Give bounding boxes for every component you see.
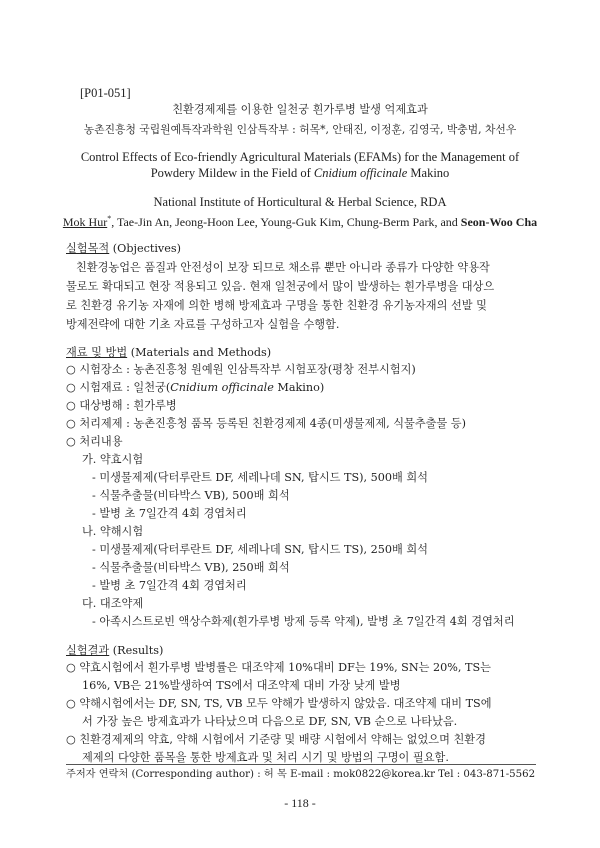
objectives-line: 친환경농업은 품질과 안전성이 보장 되므로 채소류 뿐만 아니라 종류가 다양한 약용작 — [76, 261, 490, 274]
objectives-heading: 실험목적 (Objectives) — [66, 242, 181, 255]
methods-line: - 식물추출물(비타박스 VB), 250배 희석 — [92, 561, 290, 574]
title-english-line2: Powdery Mildew in the Field of Cnidium officinale Makino — [150, 166, 450, 180]
methods-line: ○ 처리내용 — [66, 435, 123, 448]
results-line: ○ 약효시험에서 흰가루병 발병률은 대조약제 10%대비 DF는 19%, SN는 20%, TS는 — [66, 661, 491, 674]
corresponding-author: 주저자 연락처 (Corresponding author) : 허 목 E-mail : mok0822@korea.kr Tel : 043-871-5562 — [66, 769, 536, 780]
abstract-code: [P01-051] — [80, 86, 131, 100]
methods-line: - 식물추출물(비타박스 VB), 500배 희석 — [92, 489, 290, 502]
results-line: 16%, VB은 21%발생하여 TS에서 대조약제 대비 가장 낮게 발병 — [82, 679, 401, 692]
objectives-line: 로 친환경 유기농 자재에 의한 병해 방제효과 구명을 통한 친환경 유기농자재의 선발 및 — [66, 299, 487, 312]
methods-line: ○ 처리제제 : 농촌진흥청 품목 등록된 친환경제제 4종(미생물제제, 식물추출물 등) — [66, 417, 466, 430]
methods-subheading: 가. 약효시험 — [82, 453, 144, 466]
results-line: 서 가장 높은 방제효과가 나타났으며 다음으로 DF, SN, VB 순으로 나타났음. — [82, 715, 458, 728]
methods-heading: 재료 및 방법 (Materials and Methods) — [66, 346, 272, 359]
methods-subheading: 나. 약해시험 — [82, 525, 144, 538]
title-korean: 친환경제제를 이용한 일천궁 흰가루병 발생 억제효과 — [172, 103, 428, 116]
methods-line: - 미생물제제(닥터루란트 DF, 세레나데 SN, 탑시드 TS), 250배 희석 — [92, 543, 428, 556]
authors-english: Mok Hur*, Tae-Jin An, Jeong-Hoon Lee, Young-Guk Kim, Chung-Berm Park, and Seon-Woo Cha — [62, 214, 538, 229]
results-line: ○ 친환경제제의 약효, 약해 시험에서 기준량 및 배량 시험에서 약해는 없었으며 친환경 — [66, 733, 486, 746]
results-line: ○ 약해시험에서는 DF, SN, TS, VB 모두 약해가 발생하지 않았음. 대조약제 대비 TS에 — [66, 697, 492, 710]
objectives-line: 방제전략에 대한 기초 자료를 구성하고자 실험을 수행함. — [66, 318, 340, 331]
methods-line: - 발병 초 7일간격 4회 경엽처리 — [92, 507, 247, 520]
results-line: 제제의 다양한 품목을 통한 방제효과 및 처리 시기 및 방법의 구명이 필요함. — [82, 751, 449, 764]
methods-line: ○ 시험재료 : 일천궁(Cnidium officinale Makino) — [66, 381, 325, 394]
methods-line: ○ 대상병해 : 흰가루병 — [66, 399, 177, 412]
methods-line: - 미생물제제(닥터루란트 DF, 세레나데 SN, 탑시드 TS), 500배 희석 — [92, 471, 428, 484]
objectives-line: 물로도 확대되고 현장 적용되고 있음. 현재 일천궁에서 많이 발생하는 흰가루병을 대상으 — [66, 280, 495, 293]
page-number: - 118 - — [284, 796, 316, 810]
methods-line: ○ 시험장소 : 농촌진흥청 원예원 인삼특작부 시험포장(평창 전부시험지) — [66, 363, 416, 376]
affiliation-english: National Institute of Horticultural & Herbal Science, RDA — [153, 195, 447, 209]
methods-line: - 아족시스트로빈 액상수화제(흰가루병 방제 등록 약제), 발병 초 7일간격 4회 경엽처리 — [92, 615, 515, 628]
methods-subheading: 다. 대조약제 — [82, 597, 144, 610]
species-italic: Cnidium officinale — [313, 166, 408, 180]
last-author: Seon-Woo Cha — [460, 215, 538, 229]
material-species: Cnidium officinale — [170, 381, 274, 394]
results-heading: 실험결과 (Results) — [66, 644, 164, 657]
title-english-line1: Control Effects of Eco-friendly Agricultural Materials (EFAMs) for the Management of — [80, 150, 520, 164]
methods-line: - 발병 초 7일간격 4회 경엽처리 — [92, 579, 247, 592]
footer-divider — [66, 764, 536, 765]
first-author: Mok Hur — [62, 215, 108, 229]
affiliation-korean: 농촌진흥청 국립원예특작과학원 인삼특작부 : 허목*, 안태진, 이정훈, 김영국, 박충범, 차선우 — [83, 123, 517, 136]
